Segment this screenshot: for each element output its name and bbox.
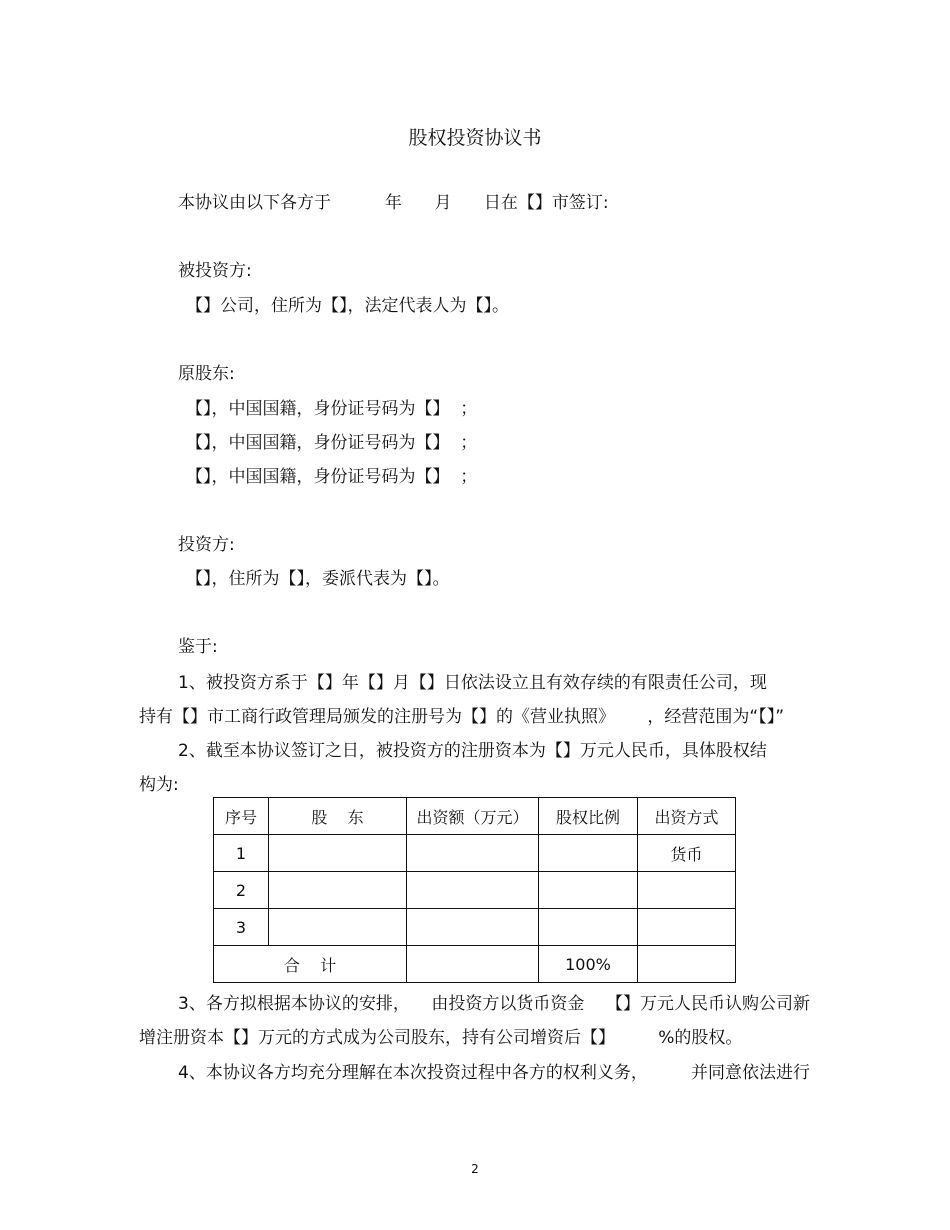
table-cell: [269, 835, 407, 872]
clause-1-line-1: 1、被投资方系于【】年【】月【】日依法设立且有效存续的有限责任公司，现: [178, 673, 767, 693]
table-header-cell: 出资额（万元）: [407, 798, 539, 835]
investee-line: 【】公司，住所为【】，法定代表人为【】。: [186, 296, 509, 316]
table-header-cell: 序号: [214, 798, 269, 835]
investor-line: 【】，住所为【】，委派代表为【】。: [186, 569, 450, 589]
table-total-method: [638, 946, 736, 983]
shareholder-line: 【】，中国国籍，身份证号码为【】 ；: [186, 467, 478, 487]
clause-1-line-2: 持有【】市工商行政管理局颁发的注册号为【】的《营业执照》 ，经营范围为“【】”: [139, 707, 785, 727]
table-header-row: [214, 798, 736, 835]
table-cell: [407, 835, 539, 872]
table-total-amount: [407, 946, 539, 983]
shareholder-line: 【】，中国国籍，身份证号码为【】 ；: [186, 399, 478, 419]
intro-line: 本协议由以下各方于 年 月 日在【】市签订:: [178, 193, 609, 213]
shareholders-heading: 原股东:: [178, 364, 235, 384]
table-cell: [407, 872, 539, 909]
table-row: [214, 835, 736, 872]
table-cell: [269, 909, 407, 946]
table-cell: 货币: [638, 835, 736, 872]
table-cell: [539, 835, 638, 872]
clause-3-line-1: 3、各方拟根据本协议的安排， 由投资方以货币资金 【】万元人民币认购公司新: [178, 994, 811, 1014]
clause-4-line-1: 4、本协议各方均充分理解在本次投资过程中各方的权利义务， 并同意依法进行: [178, 1063, 811, 1083]
whereas-heading: 鉴于:: [178, 637, 218, 657]
table-cell: 3: [214, 909, 269, 946]
clause-2-line-2: 构为:: [139, 775, 179, 795]
investor-heading: 投资方:: [178, 535, 235, 555]
table-cell: [539, 909, 638, 946]
table-cell: [539, 872, 638, 909]
shareholder-line: 【】，中国国籍，身份证号码为【】 ；: [186, 433, 478, 453]
table-total-ratio: 100%: [539, 946, 638, 983]
document-title: 股权投资协议书: [408, 127, 542, 149]
table-cell: [638, 909, 736, 946]
table-cell: [269, 872, 407, 909]
table-row: [214, 909, 736, 946]
table-cell: [638, 872, 736, 909]
table-cell: 1: [214, 835, 269, 872]
table-cell: [407, 909, 539, 946]
clause-3-line-2: 增注册资本【】万元的方式成为公司股东，持有公司增资后【】 %的股权。: [139, 1028, 743, 1048]
clause-2-line-1: 2、截至本协议签订之日，被投资方的注册资本为【】万元人民币，具体股权结: [178, 741, 767, 761]
table-header-cell: 股 东: [269, 798, 407, 835]
page-number: 2: [471, 1162, 479, 1176]
table-header-cell: 股权比例: [539, 798, 638, 835]
table-header-cell: 出资方式: [638, 798, 736, 835]
investee-heading: 被投资方:: [178, 261, 252, 281]
equity-structure-table: [213, 797, 736, 983]
table-row: [214, 872, 736, 909]
table-cell: 2: [214, 872, 269, 909]
table-total-row: [214, 946, 736, 983]
table-total-label: 合 计: [214, 946, 407, 983]
